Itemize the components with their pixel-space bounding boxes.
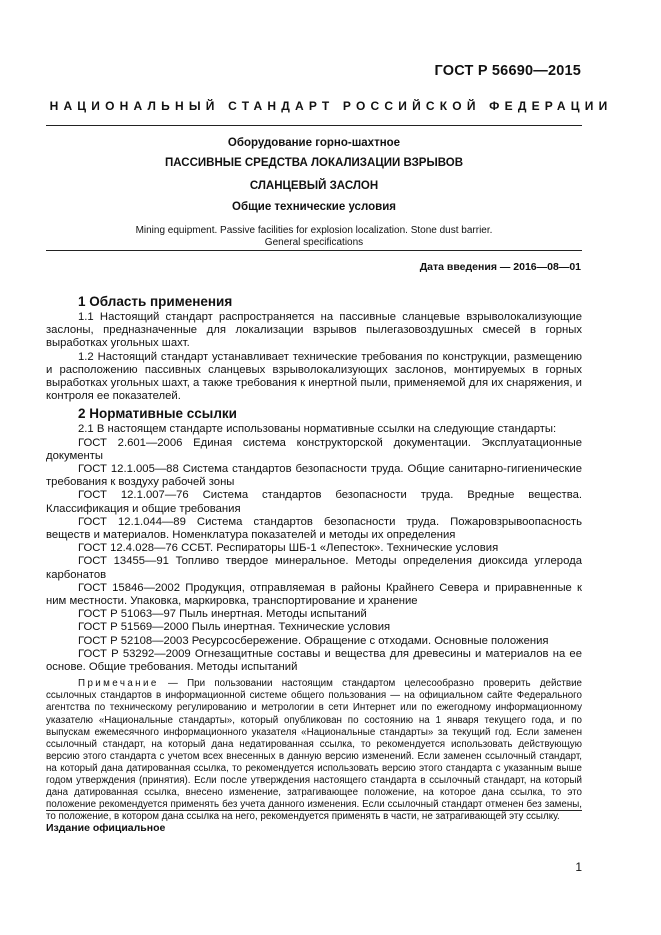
note-text: — При пользовании настоящим стандартом целесообразно проверить действие ссылочных стандартов в информационной системе общего пользования — на официальном сайте Федерального агентства по техническому регулированию и метрологии в сети Интернет или по ежегодному информационному указателю «Национальные стандарты», который опубликован по состоянию на 1 января текущего года, и по выпускам ежемесячного информационного указателя «Национальные стандарты» за текущий год. Если заменен ссылочный стандарт, на который дана недатированная ссылка, то рекомендуется использовать действующую версию этого стандарта с учетом всех внесенных в данную версию изменений. Если заменен ссылочный стандарт, на который дана датированная ссылка, то рекомендуется использовать версию этого стандарта с указанным выше годом утверждения (принятия). Если после утверждения настоящего стандарта в ссылочный стандарт, на который дана датированная ссылка, внесено изменение, затрагивающее положение, на которое дана ссылка, то это положение рекомендуется применять без учета данного изменения. Если ссылочный стандарт отменен без замены, то положение, в котором дана ссылка на него, рекомендуется применять в части, не затрагивающей эту ссылку. <box>46 678 582 823</box>
paragraph-1-1: 1.1 Настоящий стандарт распространяется на пассивные сланцевые взрыволокализующие заслоны, предназначенные для локализации взрывов пылегазовоздушных смесей в горных выработках угольных шахт. <box>46 311 582 350</box>
english-title-line1: Mining equipment. Passive facilities for explosion localization. Stone dust barrier. <box>135 225 493 236</box>
section-2-heading: 2 Нормативные ссылки <box>78 406 237 422</box>
top-divider <box>46 125 582 126</box>
national-standard-heading: НАЦИОНАЛЬНЫЙ СТАНДАРТ РОССИЙСКОЙ ФЕДЕРАЦИИ <box>49 99 613 113</box>
reference-item: ГОСТ Р 53292—2009 Огнезащитные составы и вещества для древесины и материалов на ее основе. Общие требования. Методы испытаний <box>46 647 582 674</box>
reference-item: ГОСТ 12.1.007—76 Система стандартов безопасности труда. Вредные вещества. Классификация и общие требования <box>46 489 582 515</box>
reference-item: ГОСТ 15846—2002 Продукция, отправляемая в районы Крайнего Севера и приравненные к ним местности. Упаковка, маркировка, транспортирование и хранение <box>46 581 582 608</box>
title-block <box>46 136 582 248</box>
reference-item: ГОСТ 12.1.005—88 Система стандартов безопасности труда. Общие санитарно-гигиенические требования к воздуху рабочей зоны <box>46 463 582 489</box>
reference-item: ГОСТ 2.601—2006 Единая система конструкторской документации. Эксплуатационные документы <box>46 436 582 462</box>
title-spec: Общие технические условия <box>232 201 396 213</box>
gost-number: ГОСТ Р 56690—2015 <box>434 63 581 79</box>
note-paragraph <box>46 678 582 823</box>
section-1-heading: 1 Область применения <box>78 294 233 309</box>
reference-item: ГОСТ Р 52108—2003 Ресурсосбережение. Обращение с отходами. Основные положения <box>78 634 549 647</box>
paragraph-2-1: 2.1 В настоящем стандарте использованы нормативные ссылки на следующие стандарты: <box>78 423 557 436</box>
reference-item: ГОСТ Р 51569—2000 Пыль инертная. Технические условия <box>78 621 391 634</box>
reference-item: ГОСТ 12.4.028—76 ССБТ. Респираторы ШБ-1 «Лепесток». Технические условия <box>78 542 499 555</box>
note-label: Примечание <box>78 678 159 690</box>
middle-divider <box>46 250 582 251</box>
reference-item: ГОСТ 13455—91 Топливо твердое минеральное. Методы определения диоксида углерода карбонатов <box>46 555 582 581</box>
bottom-divider <box>46 810 582 811</box>
title-category: Оборудование горно-шахтное <box>227 137 401 149</box>
page-number: 1 <box>575 860 582 874</box>
edition-label: Издание официальное <box>46 822 166 834</box>
title-sub: СЛАНЦЕВЫЙ ЗАСЛОН <box>249 180 379 192</box>
english-title-line2: General specifications <box>264 236 364 248</box>
paragraph-1-2: 1.2 Настоящий стандарт устанавливает технические требования по конструкции, размещению и расположению пассивных сланцевых взрыволокализующих заслонов, монтируемых в горных выработках угольных шахт, а также требования к инертной пыли, применяемой для их снаряжения, и контроля ее показателей. <box>46 350 582 403</box>
reference-item: ГОСТ Р 51063—97 Пыль инертная. Методы испытаний <box>78 608 367 621</box>
title-main: ПАССИВНЫЕ СРЕДСТВА ЛОКАЛИЗАЦИИ ВЗРЫВОВ <box>164 157 463 169</box>
english-title <box>46 225 582 248</box>
reference-item: ГОСТ 12.1.044—89 Система стандартов безопасности труда. Пожаровзрывоопасность веществ и материалов. Номенклатура показателей и методы их определения <box>46 515 582 542</box>
main-content <box>46 293 582 823</box>
intro-date: Дата введения — 2016—08—01 <box>419 261 581 273</box>
